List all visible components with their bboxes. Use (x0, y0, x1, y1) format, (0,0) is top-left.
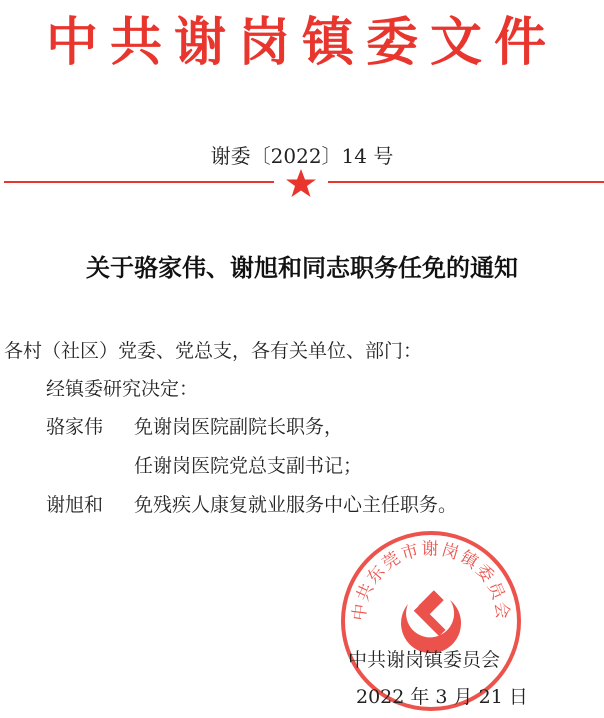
appointment-action: 免谢岗医院副院长职务， (134, 416, 344, 438)
appointment-name: 谢旭和 (46, 494, 104, 516)
document-masthead: 中共谢岗镇委文件 (45, 12, 558, 73)
decision-intro: 经镇委研究决定： (46, 378, 199, 400)
addressee-line: 各村（社区）党委、党总支，各有关单位、部门： (4, 340, 423, 362)
signature-organization: 中共谢岗镇委员会 (348, 649, 501, 671)
header-rule-right (328, 181, 604, 183)
document-number: 谢委〔2022〕14 号 (210, 144, 394, 168)
seal-text: 中共东莞市谢岗镇委员会 (349, 539, 513, 622)
star-icon (284, 168, 318, 198)
notice-title: 关于骆家伟、谢旭和同志职务任免的通知 (86, 253, 518, 282)
signature-date: 2022 年 3 月 21 日 (356, 686, 528, 708)
header-rule-left (4, 181, 274, 183)
party-emblem-icon (401, 590, 461, 653)
appointment-action: 任谢岗医院党总支副书记； (134, 455, 363, 477)
appointment-action: 免残疾人康复就业服务中心主任职务。 (134, 494, 458, 516)
appointment-name: 骆家伟 (46, 416, 104, 438)
